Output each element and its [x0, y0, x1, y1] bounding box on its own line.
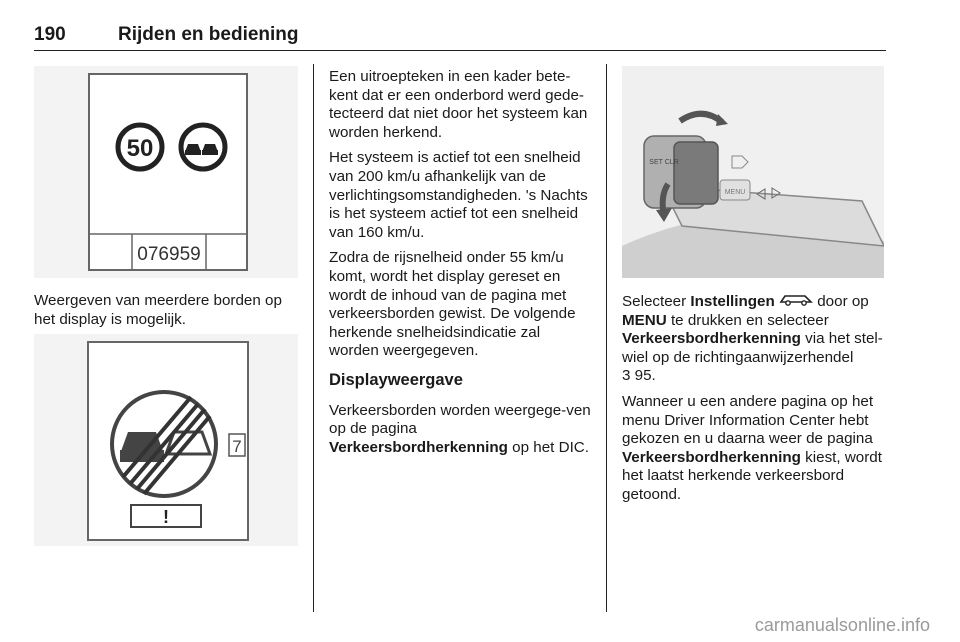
end-no-overtaking-sign — [112, 392, 216, 496]
caption-multiple-signs: Weergeven van meerdere borden op het display is mogelijk. — [34, 292, 282, 328]
watermark: carmanualsonline.info — [754, 615, 930, 635]
column-divider-1 — [313, 64, 314, 612]
side-sign-number: 7 — [232, 437, 242, 456]
column-2-text — [329, 68, 591, 464]
paragraph-display: Verkeersborden worden weergege-ven op de pagina Verkeersbordherkenning op het DIC. — [329, 401, 591, 456]
no-overtaking-sign — [181, 125, 225, 169]
car-settings-icon — [779, 292, 813, 312]
page-number: 190 — [34, 24, 66, 45]
paragraph-subsign: Een uitroepteken in een kader bete-kent dat er een onderbord werd gede-tecteerd dat niet door het systeem kan worden herkend. — [329, 68, 588, 141]
section-title: Rijden en bediening — [118, 24, 299, 45]
speed-limit-value: 50 — [126, 135, 154, 162]
lever-illustration — [622, 66, 884, 278]
set-clr-label: SET CLR — [649, 159, 679, 166]
column-divider-2 — [606, 64, 607, 612]
speed-limit-sign — [118, 125, 162, 169]
figure-unrecognized-subsign — [34, 334, 298, 546]
figure-display-signs — [34, 66, 298, 278]
paragraph-reset: Zodra de rijsnelheid onder 55 km/u komt, wordt het display gereset en wordt de inhoud van de pagina met verkeersborden gewist. De volgende herkende snelheidsindicatie zal worden weergegeven. — [329, 249, 576, 360]
paragraph-return: Wanneer u een andere pagina op het menu Driver Information Center hebt gekozen en u daarna weer de pagina Verkeersbordherkenning kiest, wordt het laatst herkende verkeersbord getoond. — [622, 392, 882, 503]
display-illustration — [34, 66, 298, 278]
header-rule — [34, 50, 886, 51]
paragraph-speed-range: Het systeem is actief tot een snelheid van 200 km/u afhankelijk van de verlichtingsomstandigheden. 's Nachts is het systeem actief tot een snelheid van 160 km/u. — [329, 149, 588, 241]
figure-turn-signal-lever — [622, 66, 884, 278]
menu-button-label: MENU — [724, 189, 746, 196]
column-3-text — [622, 292, 888, 512]
supplementary-mark: ! — [163, 507, 169, 527]
display-code: 076959 — [137, 244, 201, 265]
subsign-illustration — [34, 334, 298, 546]
heading-display: Displayweergave — [329, 370, 463, 389]
page-reference: 3 95. — [622, 367, 656, 385]
paragraph-select: Selecteer Instellingen door op MENU te drukken en selecteer Verkeersbordherkenning via het stel-wiel op de richtingaanwijzerhendel 3 95. — [622, 292, 883, 385]
